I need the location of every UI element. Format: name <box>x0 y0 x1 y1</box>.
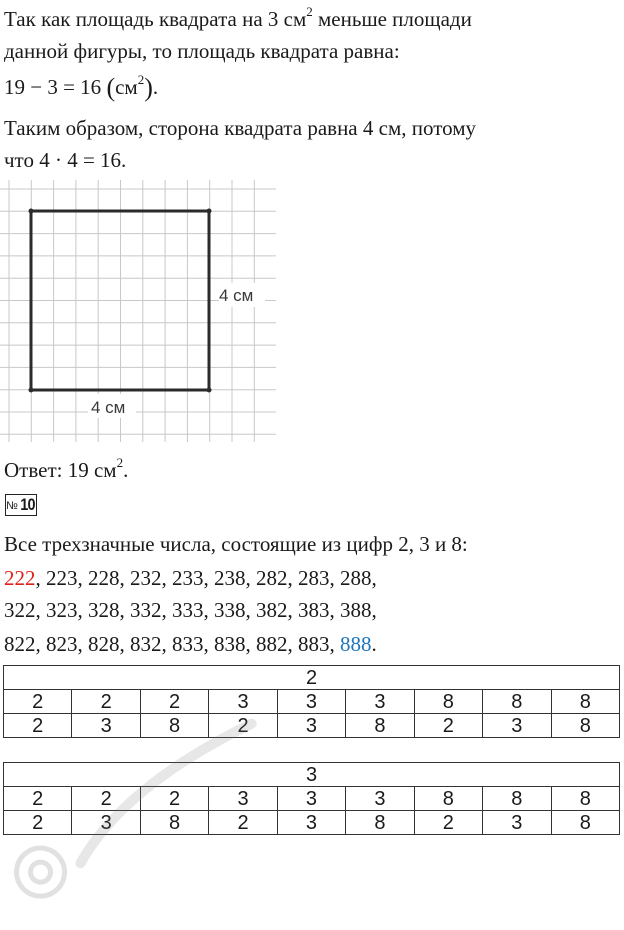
table-cell: 3 <box>277 714 345 738</box>
table-cell: 8 <box>140 714 208 738</box>
highlight-last-number: 888 <box>340 632 372 656</box>
table-cell: 8 <box>414 690 482 714</box>
table-cell: 8 <box>346 811 414 835</box>
paragraph-line-1: Так как площадь квадрата на 3 $см^2$ меньше площади <box>4 4 472 31</box>
table-cell: 2 <box>4 787 72 811</box>
table-cell: 3 <box>209 787 277 811</box>
digits-table-3 <box>3 762 620 835</box>
digits-table-2 <box>3 665 620 738</box>
table-cell: 2 <box>140 690 208 714</box>
grid-figure <box>0 180 276 442</box>
problem-number-badge: № 10 <box>5 494 37 516</box>
table-header: 3 <box>4 763 620 787</box>
table-cell: 3 <box>483 811 551 835</box>
table-cell: 8 <box>551 811 620 835</box>
table-cell: 3 <box>483 714 551 738</box>
table-cell: 2 <box>209 714 277 738</box>
paragraph-line-2: данной фигуры, то площадь квадрата равна: <box>4 39 400 63</box>
table-row <box>4 714 620 738</box>
paragraph-line-4: что 4 · 4 = 16. <box>4 148 127 172</box>
table-cell: 8 <box>483 690 551 714</box>
table-cell: 2 <box>4 811 72 835</box>
table-cell: 2 <box>209 811 277 835</box>
table-cell: 8 <box>414 787 482 811</box>
table-row <box>4 811 620 835</box>
numbers-intro: Все трехзначные числа, состоящие из цифр 2, 3 и 8: <box>4 532 468 556</box>
table-cell: 8 <box>551 690 620 714</box>
equation: 19 − 3 = 16 $(см^2)$. <box>4 72 159 102</box>
numbers-row-3: 822, 823, 828, 832, 833, 838, 882, 883, 888. <box>4 632 377 656</box>
numbers-row-2: 322, 323, 328, 332, 333, 338, 382, 383, 388, <box>4 598 377 622</box>
table-cell: 3 <box>346 787 414 811</box>
table-cell: 8 <box>551 787 620 811</box>
table-cell: 2 <box>414 811 482 835</box>
square-corner <box>207 209 212 214</box>
table-cell: 3 <box>277 811 345 835</box>
table-cell: 2 <box>140 787 208 811</box>
table-cell: 8 <box>346 714 414 738</box>
numbers-row-1: 222, 223, 228, 232, 233, 238, 282, 283, 288, <box>4 566 377 590</box>
side-label-right: 4 см <box>219 286 254 305</box>
table-row <box>4 690 620 714</box>
table-row <box>4 787 620 811</box>
table-cell: 2 <box>414 714 482 738</box>
table-cell: 8 <box>140 811 208 835</box>
grid-svg <box>0 180 276 442</box>
table-cell: 3 <box>72 714 140 738</box>
table-cell: 8 <box>483 787 551 811</box>
table-cell: 3 <box>72 811 140 835</box>
square-corner <box>207 388 212 393</box>
table-cell: 3 <box>346 690 414 714</box>
table-cell: 2 <box>72 690 140 714</box>
square-corner <box>29 388 34 393</box>
table-cell: 3 <box>277 787 345 811</box>
table-cell: 2 <box>72 787 140 811</box>
side-label-bottom: 4 см <box>91 398 126 417</box>
table-cell: 2 <box>4 714 72 738</box>
table-cell: 8 <box>551 714 620 738</box>
table-cell: 3 <box>277 690 345 714</box>
answer: Ответ: 19 $см^2$. <box>4 455 129 482</box>
table-cell: 3 <box>209 690 277 714</box>
square-corner <box>29 209 34 214</box>
table-header: 2 <box>4 666 620 690</box>
paragraph-line-3: Таким образом, сторона квадрата равна 4 см, потому <box>4 116 476 140</box>
highlight-first-number: 222 <box>4 566 36 590</box>
table-cell: 2 <box>4 690 72 714</box>
grid-lines <box>0 180 276 442</box>
